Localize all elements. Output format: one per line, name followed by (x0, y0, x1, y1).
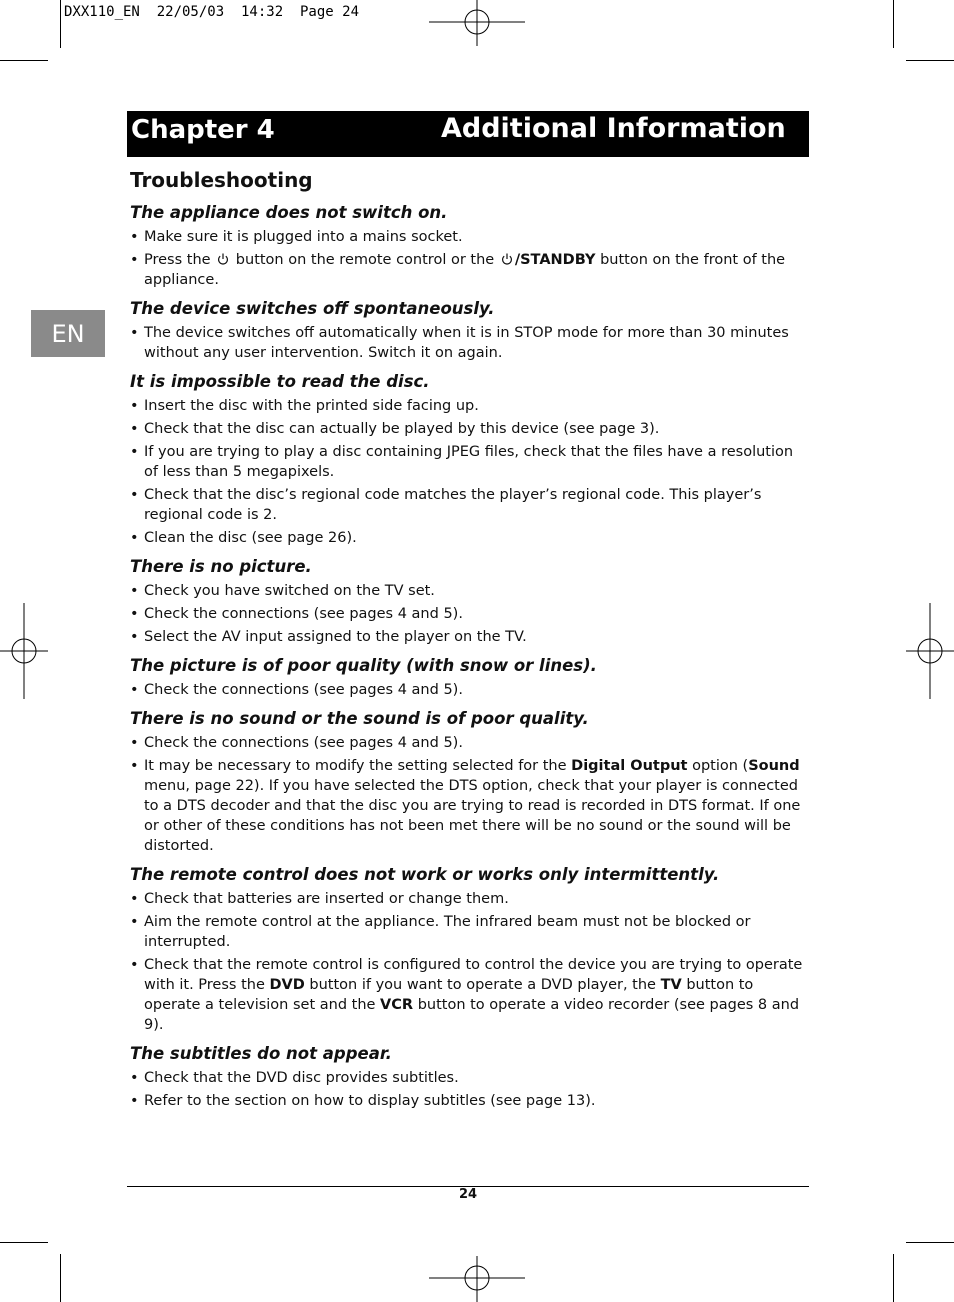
list-item: • Check the connections (see pages 4 and 5). (130, 680, 806, 700)
bullet-list (130, 889, 806, 1035)
item-text: It may be necessary to modify the setting selected for the (144, 758, 567, 774)
vcr-button-name: VCR (380, 997, 414, 1013)
registration-mark-icon (0, 603, 48, 699)
list-item: • Check that the disc’s regional code matches the player’s regional code. This player’s regional code is 2. (130, 485, 806, 525)
topic-no-sound (130, 708, 806, 856)
language-tab: EN (31, 310, 105, 357)
topic-no-picture (130, 556, 806, 647)
list-item: • Check that the DVD disc provides subtitles. (130, 1068, 806, 1088)
crop-mark (0, 60, 48, 61)
crop-mark (60, 1254, 61, 1302)
topic-switches-off (130, 298, 806, 363)
topic-heading: There is no sound or the sound is of poor quality. (130, 709, 589, 728)
item-text: button on the remote control or the (235, 252, 495, 268)
topic-heading: The appliance does not switch on. (130, 203, 448, 222)
list-item: • Check the connections (see pages 4 and 5). (130, 604, 806, 624)
list-item: • Check you have switched on the TV set. (130, 581, 806, 601)
bullet-list (130, 581, 806, 647)
list-item (130, 955, 806, 1035)
list-item: • Insert the disc with the printed side facing up. (130, 396, 806, 416)
list-item: • The device switches off automatically when it is in STOP mode for more than 30 minutes without any user intervention. Switch it on again. (130, 323, 806, 363)
crop-mark (893, 1254, 894, 1302)
power-icon (217, 253, 229, 265)
chapter-header (127, 111, 809, 157)
section-title: Troubleshooting (130, 168, 313, 192)
registration-mark-icon (906, 603, 954, 699)
topic-heading: The remote control does not work or works only intermittently. (130, 865, 720, 884)
list-item: • Check that the disc can actually be played by this device (see page 3). (130, 419, 806, 439)
topic-cannot-read-disc (130, 371, 806, 548)
list-item: • Refer to the section on how to display subtitles (see page 13). (130, 1091, 806, 1111)
item-text: Press the (144, 252, 211, 268)
bullet-list (130, 323, 806, 363)
chapter-title: Additional Information (441, 113, 786, 144)
sound-menu-name: Sound (748, 758, 800, 774)
item-text: Check that the remote control is configured to control the device you are trying to operate with it. Press the (144, 957, 803, 993)
crop-mark (906, 1242, 954, 1243)
list-item: • Check that batteries are inserted or change them. (130, 889, 806, 909)
crop-mark (0, 1242, 48, 1243)
chapter-label: Chapter 4 (131, 115, 275, 145)
tv-button-name: TV (660, 977, 682, 993)
crop-mark (60, 0, 61, 48)
standby-button-name: /STANDBY (514, 252, 596, 268)
main-content (130, 166, 806, 1119)
bullet-list (130, 1068, 806, 1111)
item-text: button to operate a television set and the (144, 977, 754, 1013)
list-item: • If you are trying to play a disc containing JPEG files, check that the files have a resolution of less than 5 megapixels. (130, 442, 806, 482)
registration-mark-icon (429, 1254, 525, 1302)
dvd-button-name: DVD (269, 977, 305, 993)
list-item: • Select the AV input assigned to the player on the TV. (130, 627, 806, 647)
topic-heading: It is impossible to read the disc. (130, 372, 430, 391)
item-text: button to operate a video recorder (see pages 8 and 9). (144, 997, 800, 1033)
topic-heading: The device switches off spontaneously. (130, 299, 495, 318)
topic-heading: The picture is of poor quality (with snow or lines). (130, 656, 597, 675)
bullet-list (130, 680, 806, 700)
digital-output-option: Digital Output (571, 758, 688, 774)
list-item: • Make sure it is plugged into a mains socket. (130, 227, 806, 247)
power-icon (501, 253, 513, 265)
topic-remote-control (130, 864, 806, 1035)
item-text: menu, page 22). If you have selected the DTS option, check that your player is connected to a DTS decoder and that the disc you are trying to read is recorded in DTS format. If one or other of these conditions has not been met there will be no sound or the sound will be distorted. (144, 778, 801, 854)
page-number: 24 (458, 1187, 478, 1202)
list-item: • Check the connections (see pages 4 and 5). (130, 733, 806, 753)
list-item (130, 250, 806, 290)
crop-mark (893, 0, 894, 48)
print-slug: DXX110_EN 22/05/03 14:32 Page 24 (64, 4, 360, 20)
bullet-list (130, 396, 806, 548)
topic-subtitles (130, 1043, 806, 1111)
item-text: button if you want to operate a DVD player, the (309, 977, 656, 993)
topic-poor-picture (130, 655, 806, 700)
registration-mark-icon (429, 0, 525, 48)
topic-heading: There is no picture. (130, 557, 312, 576)
list-item: • Aim the remote control at the appliance. The infrared beam must not be blocked or interrupted. (130, 912, 806, 952)
list-item: • Clean the disc (see page 26). (130, 528, 806, 548)
topic-appliance-no-switch-on (130, 202, 806, 290)
bullet-list (130, 227, 806, 290)
item-text: option ( (692, 758, 749, 774)
bullet-list (130, 733, 806, 856)
list-item (130, 756, 806, 856)
topic-heading: The subtitles do not appear. (130, 1044, 392, 1063)
crop-mark (906, 60, 954, 61)
item-text: button on the front of the appliance. (144, 252, 786, 288)
